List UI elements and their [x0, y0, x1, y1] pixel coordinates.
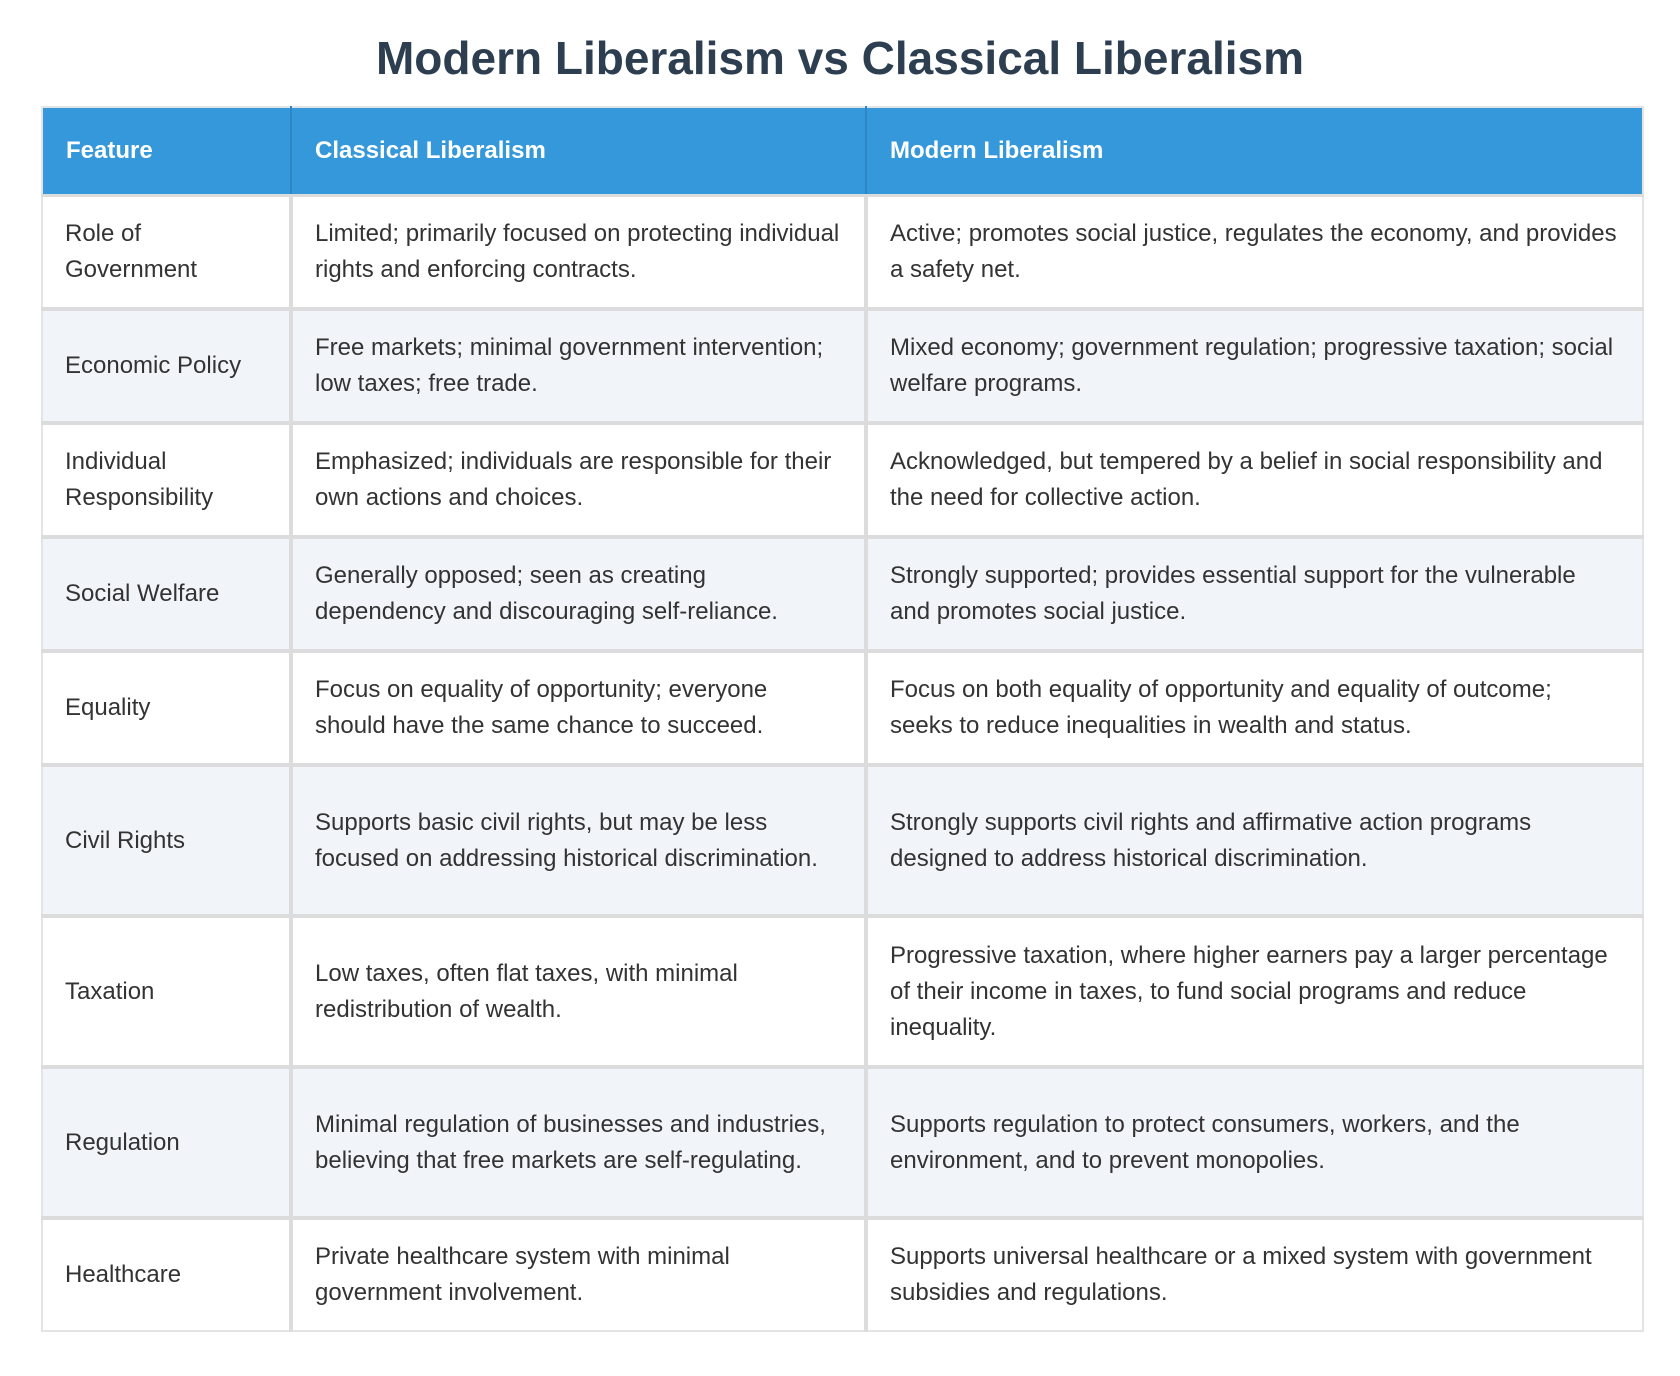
modern-cell: Supports universal healthcare or a mixed system with government subsidies and regulations. [866, 1218, 1643, 1331]
table-row [42, 423, 1643, 537]
table-header [42, 107, 1643, 196]
feature-cell: Social Welfare [42, 537, 291, 651]
column-header-feature: Feature [42, 107, 291, 196]
modern-cell: Strongly supported; provides essential support for the vulnerable and promotes social justice. [866, 537, 1643, 651]
comparison-table [41, 106, 1644, 1332]
modern-cell: Acknowledged, but tempered by a belief in social responsibility and the need for collective action. [866, 423, 1643, 537]
table-row [42, 1067, 1643, 1218]
modern-cell: Strongly supports civil rights and affirmative action programs designed to address historical discrimination. [866, 765, 1643, 916]
feature-cell: Individual Responsibility [42, 423, 291, 537]
table-row [42, 916, 1643, 1067]
classical-cell: Focus on equality of opportunity; everyone should have the same chance to succeed. [291, 651, 866, 765]
feature-cell: Healthcare [42, 1218, 291, 1331]
feature-cell: Regulation [42, 1067, 291, 1218]
feature-cell: Role of Government [42, 196, 291, 310]
table-row [42, 309, 1643, 423]
classical-cell: Low taxes, often flat taxes, with minimal redistribution of wealth. [291, 916, 866, 1067]
modern-cell: Progressive taxation, where higher earners pay a larger percentage of their income in taxes, to fund social programs and reduce inequality. [866, 916, 1643, 1067]
classical-cell: Minimal regulation of businesses and industries, believing that free markets are self-regulating. [291, 1067, 866, 1218]
feature-cell: Taxation [42, 916, 291, 1067]
classical-cell: Emphasized; individuals are responsible for their own actions and choices. [291, 423, 866, 537]
table-row [42, 765, 1643, 916]
classical-cell: Private healthcare system with minimal government involvement. [291, 1218, 866, 1331]
table-row [42, 1218, 1643, 1331]
feature-cell: Civil Rights [42, 765, 291, 916]
table-row [42, 196, 1643, 310]
modern-cell: Supports regulation to protect consumers, workers, and the environment, and to prevent monopolies. [866, 1067, 1643, 1218]
classical-cell: Limited; primarily focused on protecting individual rights and enforcing contracts. [291, 196, 866, 310]
column-header-classical: Classical Liberalism [291, 107, 866, 196]
header-row [42, 107, 1643, 196]
page-title: Modern Liberalism vs Classical Liberalism [375, 32, 1305, 84]
classical-cell: Free markets; minimal government intervention; low taxes; free trade. [291, 309, 866, 423]
table-row [42, 651, 1643, 765]
table-row [42, 537, 1643, 651]
modern-cell: Active; promotes social justice, regulates the economy, and provides a safety net. [866, 196, 1643, 310]
feature-cell: Equality [42, 651, 291, 765]
classical-cell: Generally opposed; seen as creating dependency and discouraging self-reliance. [291, 537, 866, 651]
table-body [42, 196, 1643, 1332]
column-header-modern: Modern Liberalism [866, 107, 1643, 196]
modern-cell: Mixed economy; government regulation; progressive taxation; social welfare programs. [866, 309, 1643, 423]
modern-cell: Focus on both equality of opportunity and equality of outcome; seeks to reduce inequalities in wealth and status. [866, 651, 1643, 765]
classical-cell: Supports basic civil rights, but may be less focused on addressing historical discrimination. [291, 765, 866, 916]
feature-cell: Economic Policy [42, 309, 291, 423]
